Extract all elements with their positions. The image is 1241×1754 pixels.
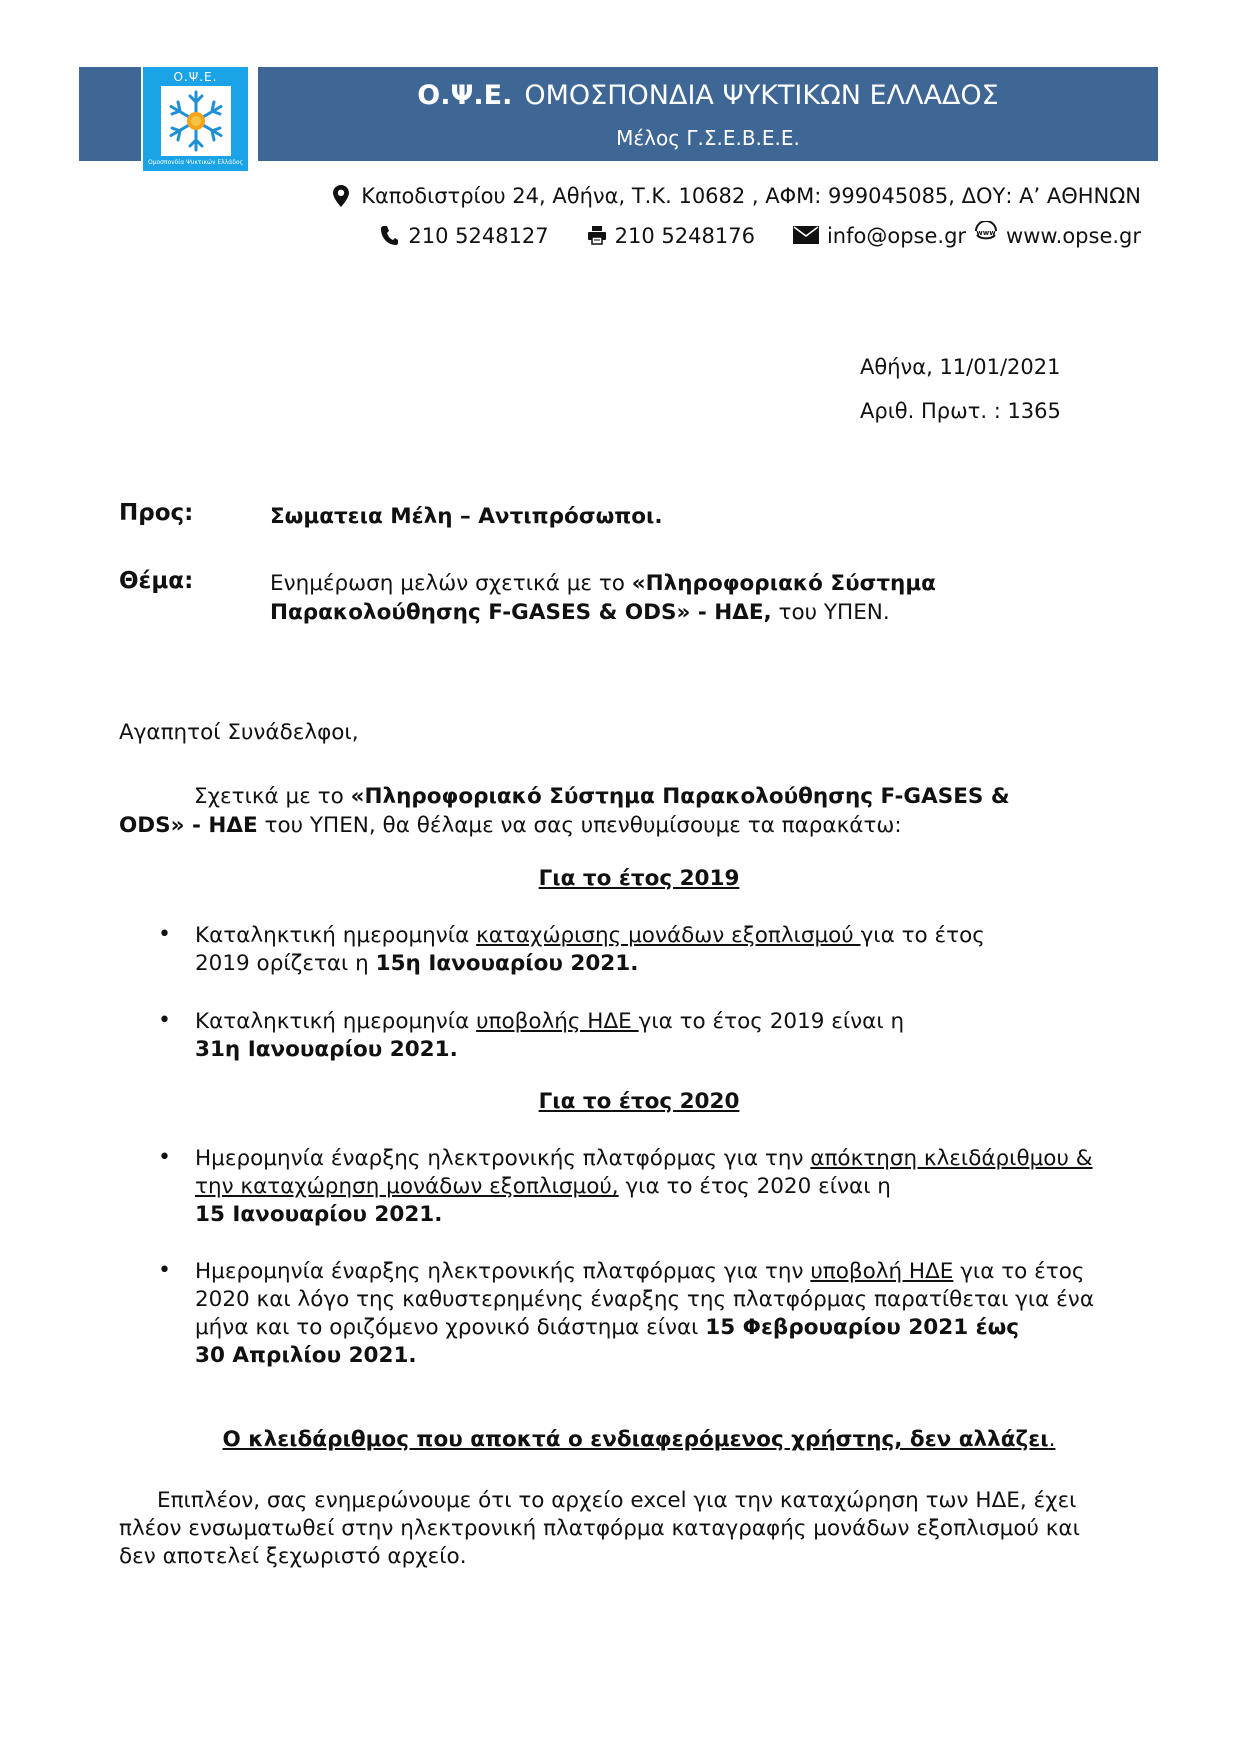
bullet-2019-submission: Καταληκτική ημερομηνία υποβολής ΗΔΕ για το έτος 2019 είναι η 31η Ιανουαρίου 2021.	[195, 1009, 905, 1062]
phone-icon	[380, 225, 400, 247]
org-name: ΟΜΟΣΠΟΝΔΙΑ ΨΥΚΤΙΚΩΝ ΕΛΛΑΔΟΣ	[524, 80, 999, 111]
phone-number: 210 5248127	[408, 224, 549, 248]
bullet-dot: •	[158, 1258, 171, 1283]
fax-number: 210 5248176	[614, 224, 755, 248]
date-block	[860, 345, 1061, 433]
globe-icon	[974, 221, 998, 243]
bullet-2019-registration: Καταληκτική ημερομηνία καταχώρισης μονάδων εξοπλισμού για το έτος 2019 ορίζεται η 15η Ιανουαρίου 2021.	[195, 923, 985, 976]
bullet-2020-key: Ημερομηνία έναρξης ηλεκτρονικής πλατφόρμας για την απόκτηση κλειδάριθμου & την καταχώρηση μονάδων εξοπλισμού, για το έτος 2020 είναι η 15 Ιανουαρίου 2021.	[195, 1146, 1093, 1227]
org-member: Μέλος Γ.Σ.Ε.Β.Ε.Ε.	[616, 126, 800, 150]
header-bar-left	[79, 67, 141, 161]
logo-title: Ο.Ψ.Ε.	[173, 70, 218, 84]
subject-label: Θέμα:	[119, 568, 194, 594]
bullet-dot: •	[158, 1145, 171, 1170]
date: Αθήνα, 11/01/2021	[860, 355, 1061, 379]
address-line	[333, 184, 1141, 208]
website-link[interactable]: www.opse.gr	[1006, 224, 1141, 248]
intro-paragraph: Σχετικά με το «Πληροφοριακό Σύστημα Παρακολούθησης F-GASES & ODS» - ΗΔΕ του ΥΠΕΝ, θα θέλαμε να σας υπενθυμίσουμε τα παρακάτω:	[119, 784, 1010, 838]
map-pin-icon	[333, 185, 353, 207]
email-link[interactable]: info@opse.gr	[826, 224, 967, 248]
printer-icon	[587, 225, 607, 247]
subject-text: Ενημέρωση μελών σχετικά με το «Πληροφοριακό Σύστημα Παρακολούθησης F-GASES & ODS» - ΗΔΕ, του ΥΠΕΝ.	[270, 571, 936, 625]
notice: Ο κλειδάριθμος που αποκτά ο ενδιαφερόμενος χρήστης, δεν αλλάζει.	[222, 1427, 1056, 1452]
address-text: Καποδιστρίου 24, Αθήνα, Τ.Κ. 10682 , ΑΦΜ: 999045085, ΔΟΥ: Α’ ΑΘΗΝΩΝ	[361, 184, 1141, 208]
heading-2020: Για το έτος 2020	[538, 1089, 740, 1114]
bullet-2020-submission: Ημερομηνία έναρξης ηλεκτρονικής πλατφόρμας για την υποβολή ΗΔΕ για το έτος 2020 και λόγο της καθυστερημένης έναρξης της πλατφόρμας παρατίθεται για ένα μήνα και το οριζόμενο χρονικό διάστημα είναι 15 Φεβρουαρίου 2021 έως 30 Απριλίου 2021.	[195, 1259, 1094, 1368]
snowflake-icon	[161, 86, 231, 156]
envelope-icon	[793, 225, 819, 247]
org-title	[258, 80, 1158, 111]
bullet-dot: •	[158, 922, 171, 947]
to-value: Σωματεια Μέλη – Αντιπρόσωποι.	[270, 504, 663, 529]
globe-icon-text: www	[976, 229, 996, 237]
contact-line	[380, 224, 1141, 248]
heading-2019: Για το έτος 2019	[538, 866, 740, 891]
final-paragraph: Επιπλέον, σας ενημερώνουμε ότι το αρχείο excel για την καταχώρηση των ΗΔΕ, έχει πλέον ενσωματωθεί στην ηλεκτρονική πλατφόρμα καταγραφής μονάδων εξοπλισμού και δεν αποτελεί ξεχωριστό αρχείο.	[119, 1488, 1080, 1569]
bullet-dot: •	[158, 1008, 171, 1033]
to-label: Προς:	[119, 500, 194, 526]
logo	[143, 67, 248, 171]
protocol-number: Αριθ. Πρωτ. : 1365	[860, 399, 1061, 423]
logo-tagline: Ομοσπονδία Ψυκτικών Ελλάδος	[147, 159, 244, 166]
org-abbr: Ο.Ψ.Ε.	[417, 80, 513, 111]
greeting: Αγαπητοί Συνάδελφοι,	[119, 720, 359, 745]
